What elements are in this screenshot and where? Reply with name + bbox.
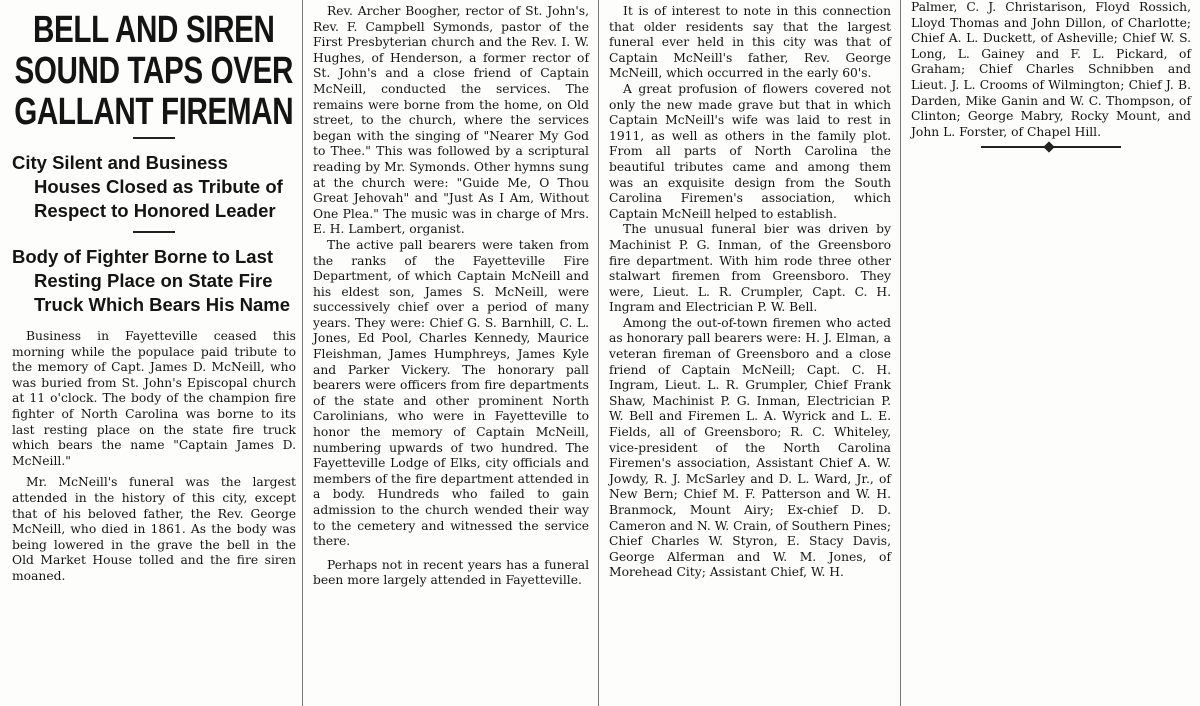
paragraph: Business in Fayetteville ceased this morning while the populace paid tribute to the memory of Capt. James D. McNeill, who was buried from St. John's Episcopal church at 11 o'clock. The body of the champion fire fighter of North Carolina was borne to its last resting place on the state fire truck which bears the name "Captain James D. McNeill." xyxy=(12,329,296,468)
column-rule xyxy=(900,0,901,706)
headline: BELL AND SIREN SOUND TAPS OVER GALLANT FIREMAN xyxy=(14,9,294,133)
column-rule xyxy=(598,0,599,706)
paragraph: It is of interest to note in this connection that older residents say that the largest funeral ever held in this city was that of Captain McNeill's father, Rev. George McNeill, which occurred in the early 60's. xyxy=(609,4,891,81)
subheadline-2: Body of Fighter Borne to Last Resting Place on State Fire Truck Which Bears His Name xyxy=(12,246,291,315)
divider xyxy=(133,137,175,139)
column-2 xyxy=(305,0,597,706)
paragraph: Rev. Archer Boogher, rector of St. John's, Rev. F. Campbell Symonds, pastor of the First Presbyterian church and the Rev. I. W. Hughes, of Henderson, a former rector of St. John's and a close friend of Captain McNeill, conducted the services. The remains were borne from the home, on Old street, to the church, where the services began with the singing of "Nearer My God to Thee." This was followed by a scriptural reading by Mr. Symonds. Other hymns sung at the church were: "Guide Me, O Thou Great Jehovah" and "Just As I Am, Without One Plea." The music was in charge of Mrs. E. H. Lambert, organist. xyxy=(313,4,589,237)
paragraph: Mr. McNeill's funeral was the largest attended in the history of this city, except that of his beloved father, the Rev. George McNeill, who died in 1861. As the body was being lowered in the grave the bell in the Old Market House tolled and the fire siren moaned. xyxy=(12,475,296,583)
paragraph: Perhaps not in recent years has a funeral been more largely attended in Fayetteville. xyxy=(313,557,589,588)
column-4 xyxy=(903,0,1197,706)
paragraph: A great profusion of flowers covered not only the new made grave but that in which Captain McNeill's wife was laid to rest in 1911, as well as others in the family plot. From all parts of North Carolina the beautiful tributes came and among them was an exquisite design from the South Carolina Firemen's association, which Captain McNeill helped to establish. xyxy=(609,81,891,221)
paragraph: Among the out-of-town firemen who acted as honorary pall bearers were: H. J. Elman, a veteran fireman of Greensboro and a close friend of Captain McNeill; Capt. C. H. Ingram, Lieut. L. R. Grumpler, Chief Frank Shaw, Machinist P. G. Inman, Electrician P. W. Bell and Firemen L. A. Wyrick and L. E. Fields, all of Greensboro; R. C. Whiteley, vice-president of the North Carolina Firemen's association, Assistant Chief A. W. Jowdy, R. J. McSarley and D. L. Ward, Jr., of New Bern; Chief M. F. Patterson and W. H. Branmock, Mount Airy; Ex-chief D. D. Cameron and N. W. Crain, of Southern Pines; Chief Charles W. Styron, E. Stacy Davis, George Alferman and W. M. Jones, of Morehead City; Assistant Chief, W. H. xyxy=(609,315,891,580)
subheadline-1: City Silent and Business Houses Closed as Tribute of Respect to Honored Leader xyxy=(12,152,283,221)
paragraph: The active pall bearers were taken from the ranks of the Fayetteville Fire Department, of which Captain McNeill and his eldest son, James S. McNeill, were successively chief over a period of many years. They were: Chief G. S. Barnhill, C. L. Jones, Ed Pool, Charles Kennedy, Maurice Fleishman, James Humphreys, James Kyle and Parker Vickery. The honorary pall bearers were officers from fire departments of the state and other prominent North Carolinians, who were in Fayetteville to honor the memory of Captain McNeill, numbering upwards of two hundred. The Fayetteville Lodge of Elks, city officials and members of the fire department attended in a body. Hundreds who failed to gain admission to the church wended their way to the cemetery and witnessed the service there. xyxy=(313,237,589,549)
column-1 xyxy=(4,0,302,706)
column-3 xyxy=(601,0,899,706)
divider xyxy=(133,231,175,233)
end-ornament xyxy=(981,146,1121,148)
column-rule xyxy=(302,0,303,706)
paragraph: The unusual funeral bier was driven by Machinist P. G. Inman, of the Greensboro fire department. With him rode three other stalwart firemen from Greensboro. They were, Lieut. L. R. Crumpler, Capt. C. H. Ingram and Electrician P. W. Bell. xyxy=(609,222,891,315)
paragraph: Palmer, C. J. Christarison, Floyd Rossich, Lloyd Thomas and John Dillon, of Charlotte; Chief A. L. Duckett, of Asheville; Chief W. S. Long, L. Gainey and F. L. Pickard, of Graham; Chief Charles Schnibben and Lieut. J. L. Crooms of Wilmington; Chief J. B. Darden, Mike Ganin and W. C. Thompson, of Clinton; George Mabry, Rocky Mount, and John L. Forster, of Chapel Hill. xyxy=(911,0,1191,139)
